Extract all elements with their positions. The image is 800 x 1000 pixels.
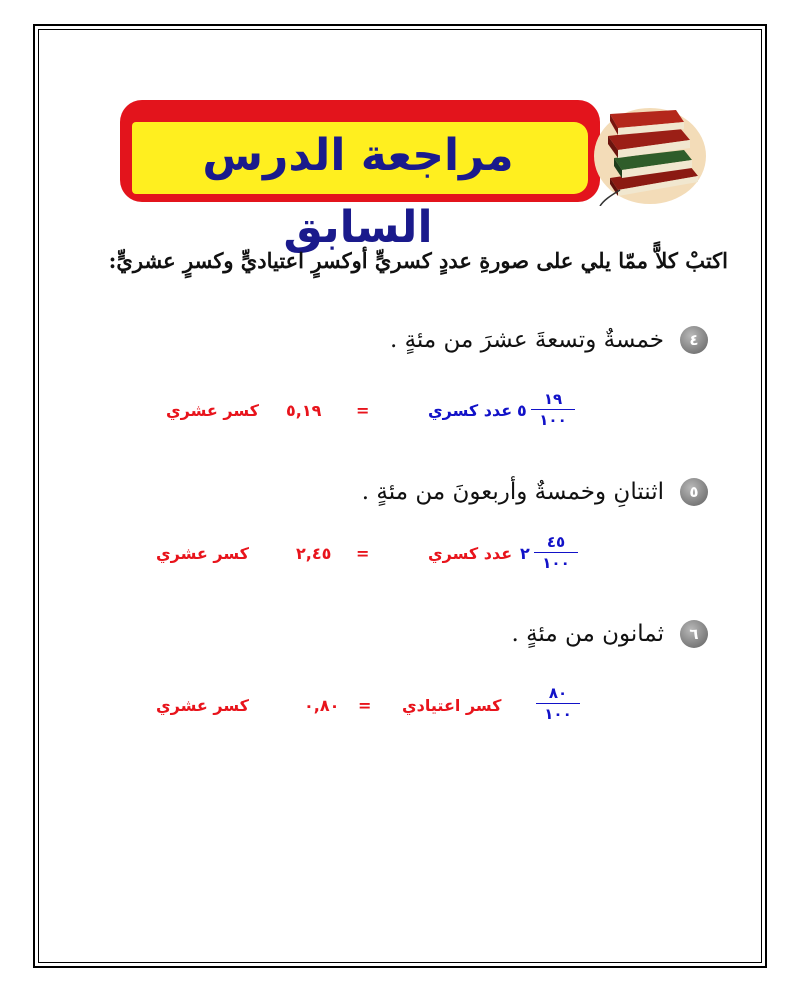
equals-sign: = bbox=[356, 544, 370, 563]
fraction bbox=[534, 533, 578, 572]
question-item bbox=[188, 326, 708, 354]
fraction-denominator: ١٠٠ bbox=[539, 411, 567, 429]
decimal-value: ٠,٨٠ bbox=[304, 696, 340, 715]
fraction-bar bbox=[534, 552, 578, 553]
fraction-numerator: ٤٥ bbox=[546, 533, 566, 551]
fraction-bar bbox=[531, 409, 575, 410]
decimal-value: ٥,١٩ bbox=[286, 401, 322, 420]
decimal-value: ٢,٤٥ bbox=[296, 544, 332, 563]
answer-type-label: كسر اعتيادي bbox=[402, 696, 502, 715]
question-number-badge: ٥ bbox=[680, 478, 708, 506]
fraction-denominator: ١٠٠ bbox=[542, 554, 570, 572]
question-text: ثمانون من مئةٍ . bbox=[511, 621, 664, 647]
instruction-text: اكتبْ كلاًّ ممّا يلي على صورةِ عددٍ كسريٍّ أوكسرٍ اعتياديٍّ وكسرٍ عشريٍّ: bbox=[108, 248, 728, 273]
books-icon bbox=[580, 96, 710, 206]
title-banner bbox=[120, 100, 600, 253]
decimal-label: كسر عشري bbox=[156, 696, 249, 715]
equals-sign: = bbox=[358, 696, 372, 715]
answer-type-label: عدد كسري bbox=[428, 544, 513, 563]
question-number-badge: ٤ bbox=[680, 326, 708, 354]
answer-type-label: عدد كسري bbox=[428, 401, 513, 420]
decimal-label: كسر عشري bbox=[156, 544, 249, 563]
fraction bbox=[536, 684, 580, 723]
fraction-bar bbox=[536, 703, 580, 704]
whole-number: ٥ bbox=[517, 401, 527, 420]
whole-number: ٢ bbox=[520, 544, 530, 563]
question-text: خمسةٌ وتسعةَ عشرَ من مئةٍ . bbox=[389, 327, 664, 353]
page-title: مراجعة الدرس السابق bbox=[202, 130, 514, 253]
fraction bbox=[531, 390, 575, 429]
fraction-denominator: ١٠٠ bbox=[544, 705, 572, 723]
question-text: اثنتانِ وخمسةٌ وأربعونَ من مئةٍ . bbox=[361, 479, 664, 505]
question-item bbox=[188, 478, 708, 506]
equals-sign: = bbox=[356, 401, 370, 420]
question-number-badge: ٦ bbox=[680, 620, 708, 648]
fraction-numerator: ١٩ bbox=[543, 390, 563, 408]
question-item bbox=[188, 620, 708, 648]
decimal-label: كسر عشري bbox=[166, 401, 259, 420]
fraction-numerator: ٨٠ bbox=[548, 684, 568, 702]
